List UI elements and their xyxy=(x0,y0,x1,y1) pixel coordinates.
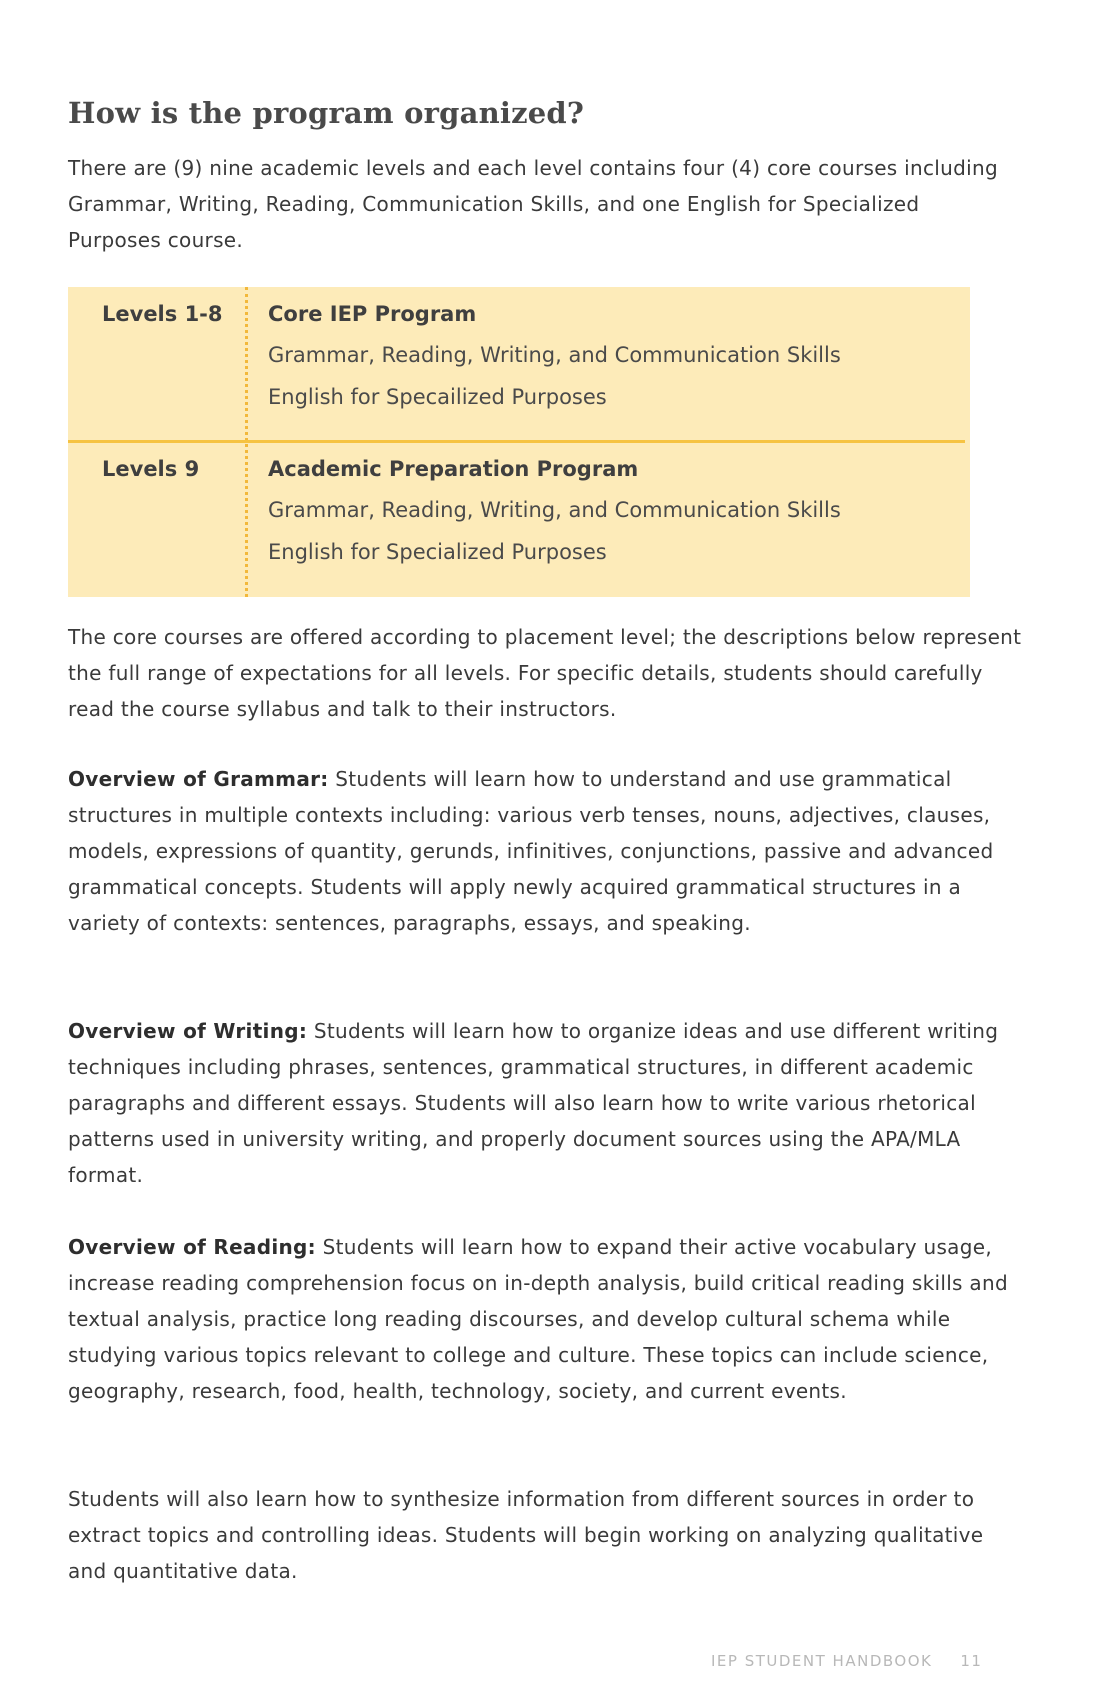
reading-overview xyxy=(68,1229,1028,1409)
program-courses: Grammar, Reading, Writing, and Communication Skills xyxy=(268,343,841,367)
level-label: Levels 9 xyxy=(102,457,200,481)
grammar-overview xyxy=(68,761,1028,941)
writing-label: Overview of Writing: xyxy=(68,1019,308,1043)
grammar-text: Students will learn how to understand and use grammatical structures in multiple contexts including: various verb tenses, nouns, adjectives, clauses, models, expressions of quantity, gerunds, infinitives, conjunctions, passive and advanced grammatical concepts. Students will apply newly acquired grammatical structures in a variety of contexts: sentences, paragraphs, essays, and speaking. xyxy=(68,767,994,935)
reading-label: Overview of Reading: xyxy=(68,1235,316,1259)
grammar-label: Overview of Grammar: xyxy=(68,767,329,791)
writing-text: Students will learn how to organize ideas and use different writing techniques including phrases, sentences, grammatical structures, in different academic paragraphs and different essays. Students will also learn how to write various rhetorical patterns used in university writing, and properly document sources using the APA/MLA format. xyxy=(68,1019,999,1187)
levels-table xyxy=(68,287,970,597)
program-title: Academic Preparation Program xyxy=(268,457,639,481)
reading-text: Students will learn how to expand their active vocabulary usage, increase reading comprehension focus on in-depth analysis, build critical reading skills and textual analysis, practice long reading discourses, and develop cultural schema while studying various topics relevant to college and culture. These topics can include science, geography, research, food, health, technology, society, and current events. xyxy=(68,1235,1008,1403)
page-heading: How is the program organized? xyxy=(68,96,585,130)
core-courses-paragraph: The core courses are offered according to placement level; the descriptions below represent the full range of expectations for all levels. For specific details, students should carefully read the course syllabus and talk to their instructors. xyxy=(68,625,1022,721)
program-esp: English for Specailized Purposes xyxy=(268,385,607,409)
synthesize-paragraph: Students will also learn how to synthesize information from different sources in order to extract topics and controlling ideas. Students will begin working on analyzing qualitative and quantitative data. xyxy=(68,1487,984,1583)
program-courses: Grammar, Reading, Writing, and Communication Skills xyxy=(268,498,841,522)
program-esp: English for Specialized Purposes xyxy=(268,540,607,564)
footer-title: IEP STUDENT HANDBOOK xyxy=(711,1652,933,1670)
page-number: 11 xyxy=(960,1652,983,1670)
level-label: Levels 1-8 xyxy=(102,302,223,326)
row-divider xyxy=(68,440,965,443)
intro-paragraph: There are (9) nine academic levels and each level contains four (4) core courses including Grammar, Writing, Reading, Communication Skills, and one English for Specialized Purposes course. xyxy=(68,156,998,252)
program-title: Core IEP Program xyxy=(268,302,477,326)
writing-overview xyxy=(68,1013,1028,1193)
page-footer xyxy=(711,1652,982,1670)
